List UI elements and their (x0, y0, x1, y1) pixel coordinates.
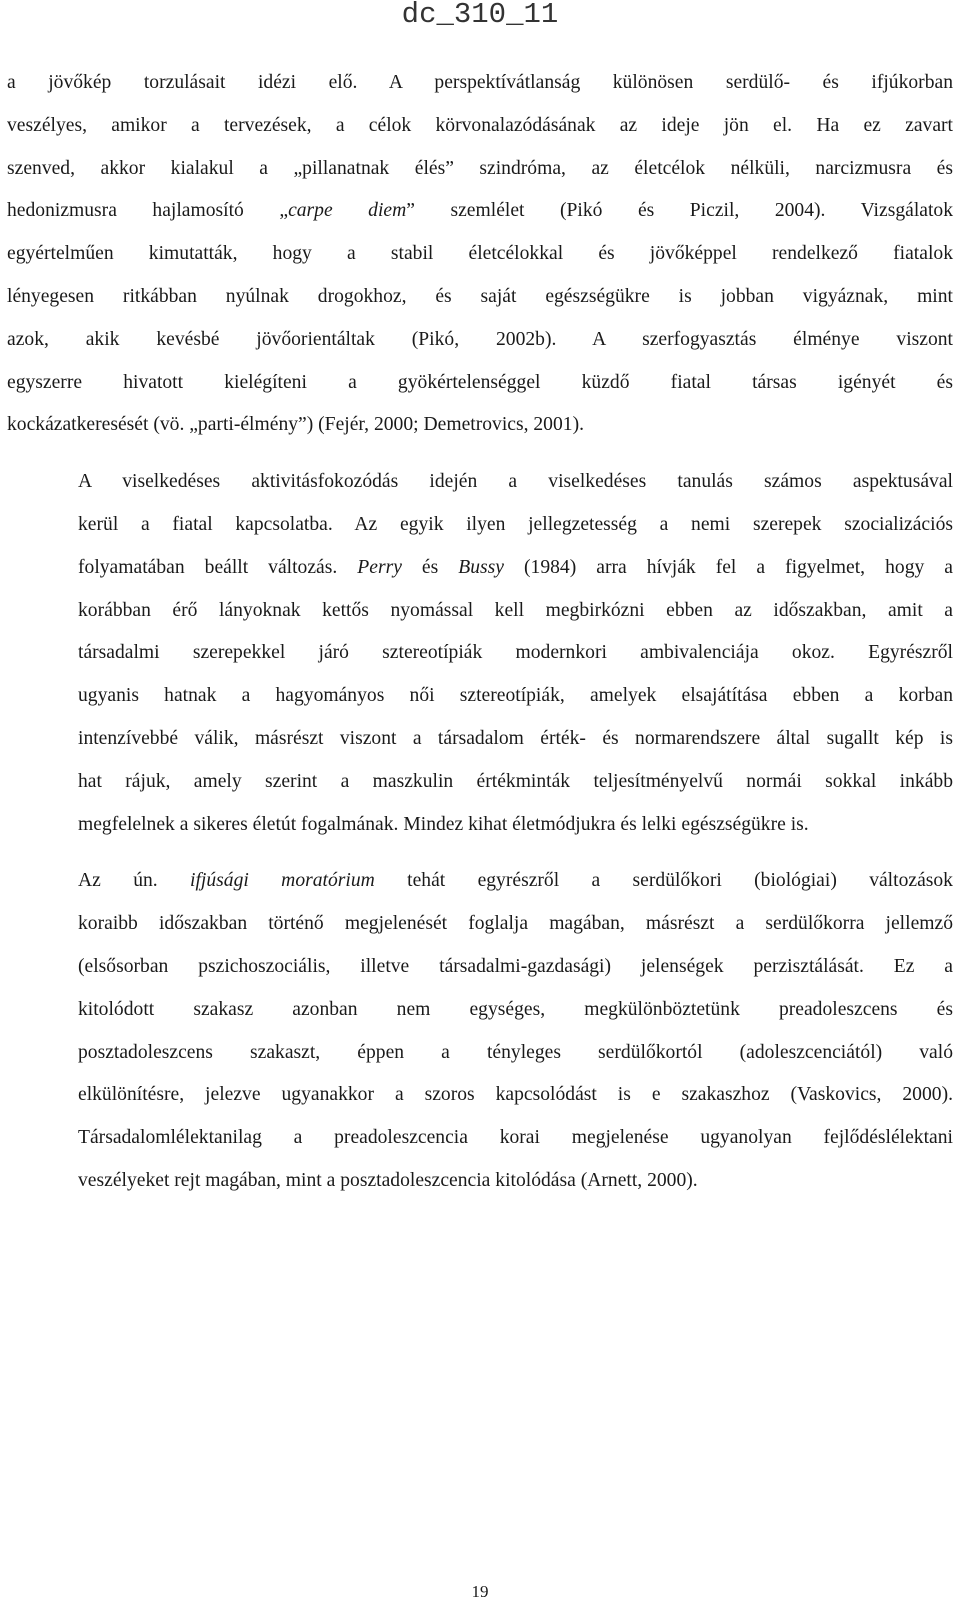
text-line: társadalmi szerepekkel járó sztereotípiák modernkori ambivalenciája okoz. Egyrészről (78, 642, 953, 664)
text-run: és (401, 556, 459, 578)
text-line: kockázatkeresését (vö. „parti-élmény”) (Fejér, 2000; Demetrovics, 2001). (7, 414, 585, 436)
text-run: ” szemlélet (Pikó és Piczil, 2004). Vizsgálatok (406, 200, 953, 222)
document-id-header: dc_310_11 (401, 0, 559, 31)
text-line: a jövőkép torzulásait idézi elő. A perspektívátlanság különösen serdülő- és ifjúkorban (7, 72, 953, 93)
text-line: egyértelműen kimutatták, hogy a stabil életcélokkal és jövőképpel rendelkező fiatalok (7, 243, 953, 265)
text-line: kitolódott szakasz azonban nem egységes, megkülönböztetünk preadoleszcens és (78, 998, 953, 1020)
text-line: koraibb időszakban történő megjelenését foglalja magában, másrészt a serdülőkorra jellemző (78, 913, 953, 935)
text-line: elkülönítésre, jelezve ugyanakkor a szoros kapcsolódást is e szakaszhoz (Vaskovics, 2000). (78, 1084, 953, 1106)
text-line: posztadoleszcens szakaszt, éppen a tényleges serdülőkortól (adoleszcenciától) való (78, 1041, 953, 1063)
text-line: (elsősorban pszichoszociális, illetve társadalmi-gazdasági) jelenségek perzisztálását. Ez a (78, 955, 953, 977)
text-line: Társadalomlélektanilag a preadoleszcencia korai megjelenése ugyanolyan fejlődéslélektani (78, 1127, 953, 1149)
text-line: intenzívebbé válik, másrészt viszont a társadalom érték- és normarendszere által sugallt kép is (78, 727, 953, 749)
text-line: veszélyes, amikor a tervezések, a célok körvonalazódásának az ideje jön el. Ha ez zavart (7, 114, 953, 136)
text-line: korábban érő lányoknak kettős nyomással kell megbirkózni ebben az időszakban, amit a (78, 599, 953, 621)
text-line (7, 190, 953, 233)
text-run: hedonizmusra hajlamosító „ (7, 200, 289, 222)
page-number: 19 (471, 1582, 489, 1601)
text-line (7, 860, 953, 903)
italic-author: Bussy (458, 556, 504, 578)
paragraph-1 (7, 62, 953, 447)
text-line: kerül a fiatal kapcsolatba. Az egyik ilyen jellegzetesség a nemi szerepek szocializációs (78, 513, 953, 535)
text-run: (1984) arra hívják fel a figyelmet, hogy a (504, 556, 953, 578)
text-line: megfelelnek a sikeres életút fogalmának. Mindez kihat életmódjukra és lelki egészségükre is. (78, 813, 809, 835)
italic-term: carpe diem (288, 200, 407, 222)
text-line (7, 547, 953, 590)
body-text (7, 62, 953, 1203)
text-line: azok, akik kevésbé jövőorientáltak (Pikó, 2002b). A szerfogyasztás élménye viszont (7, 328, 953, 350)
text-run: Az ún. (78, 870, 191, 892)
italic-term: ifjúsági moratórium (190, 870, 375, 892)
text-line: ugyanis hatnak a hagyományos női sztereotípiák, amelyek elsajátítása ebben a korban (78, 685, 953, 707)
paragraph-2 (7, 461, 953, 846)
text-line: lényegesen ritkábban nyúlnak drogokhoz, és saját egészségükre is jobban vigyáznak, mint (7, 285, 953, 307)
text-line: veszélyeket rejt magában, mint a posztadoleszcencia kitolódása (Arnett, 2000). (78, 1169, 698, 1191)
text-line: A viselkedéses aktivitásfokozódás idején a viselkedéses tanulás számos aspektusával (78, 471, 953, 493)
italic-author: Perry (357, 556, 402, 578)
text-line: egyszerre hivatott kielégíteni a gyökértelenséggel küzdő fiatal társas igényét és (7, 371, 953, 393)
text-run: folyamatában beállt változás. (78, 556, 358, 578)
text-line: hat rájuk, amely szerint a maszkulin értékminták teljesítményelvű normái sokkal inkább (78, 770, 953, 792)
text-run: tehát egyrészről a serdülőkori (biológiai) változások (374, 870, 953, 892)
text-line: szenved, akkor kialakul a „pillanatnak élés” szindróma, az életcélok nélküli, narcizmusra és (7, 157, 953, 179)
paragraph-3 (7, 860, 953, 1202)
